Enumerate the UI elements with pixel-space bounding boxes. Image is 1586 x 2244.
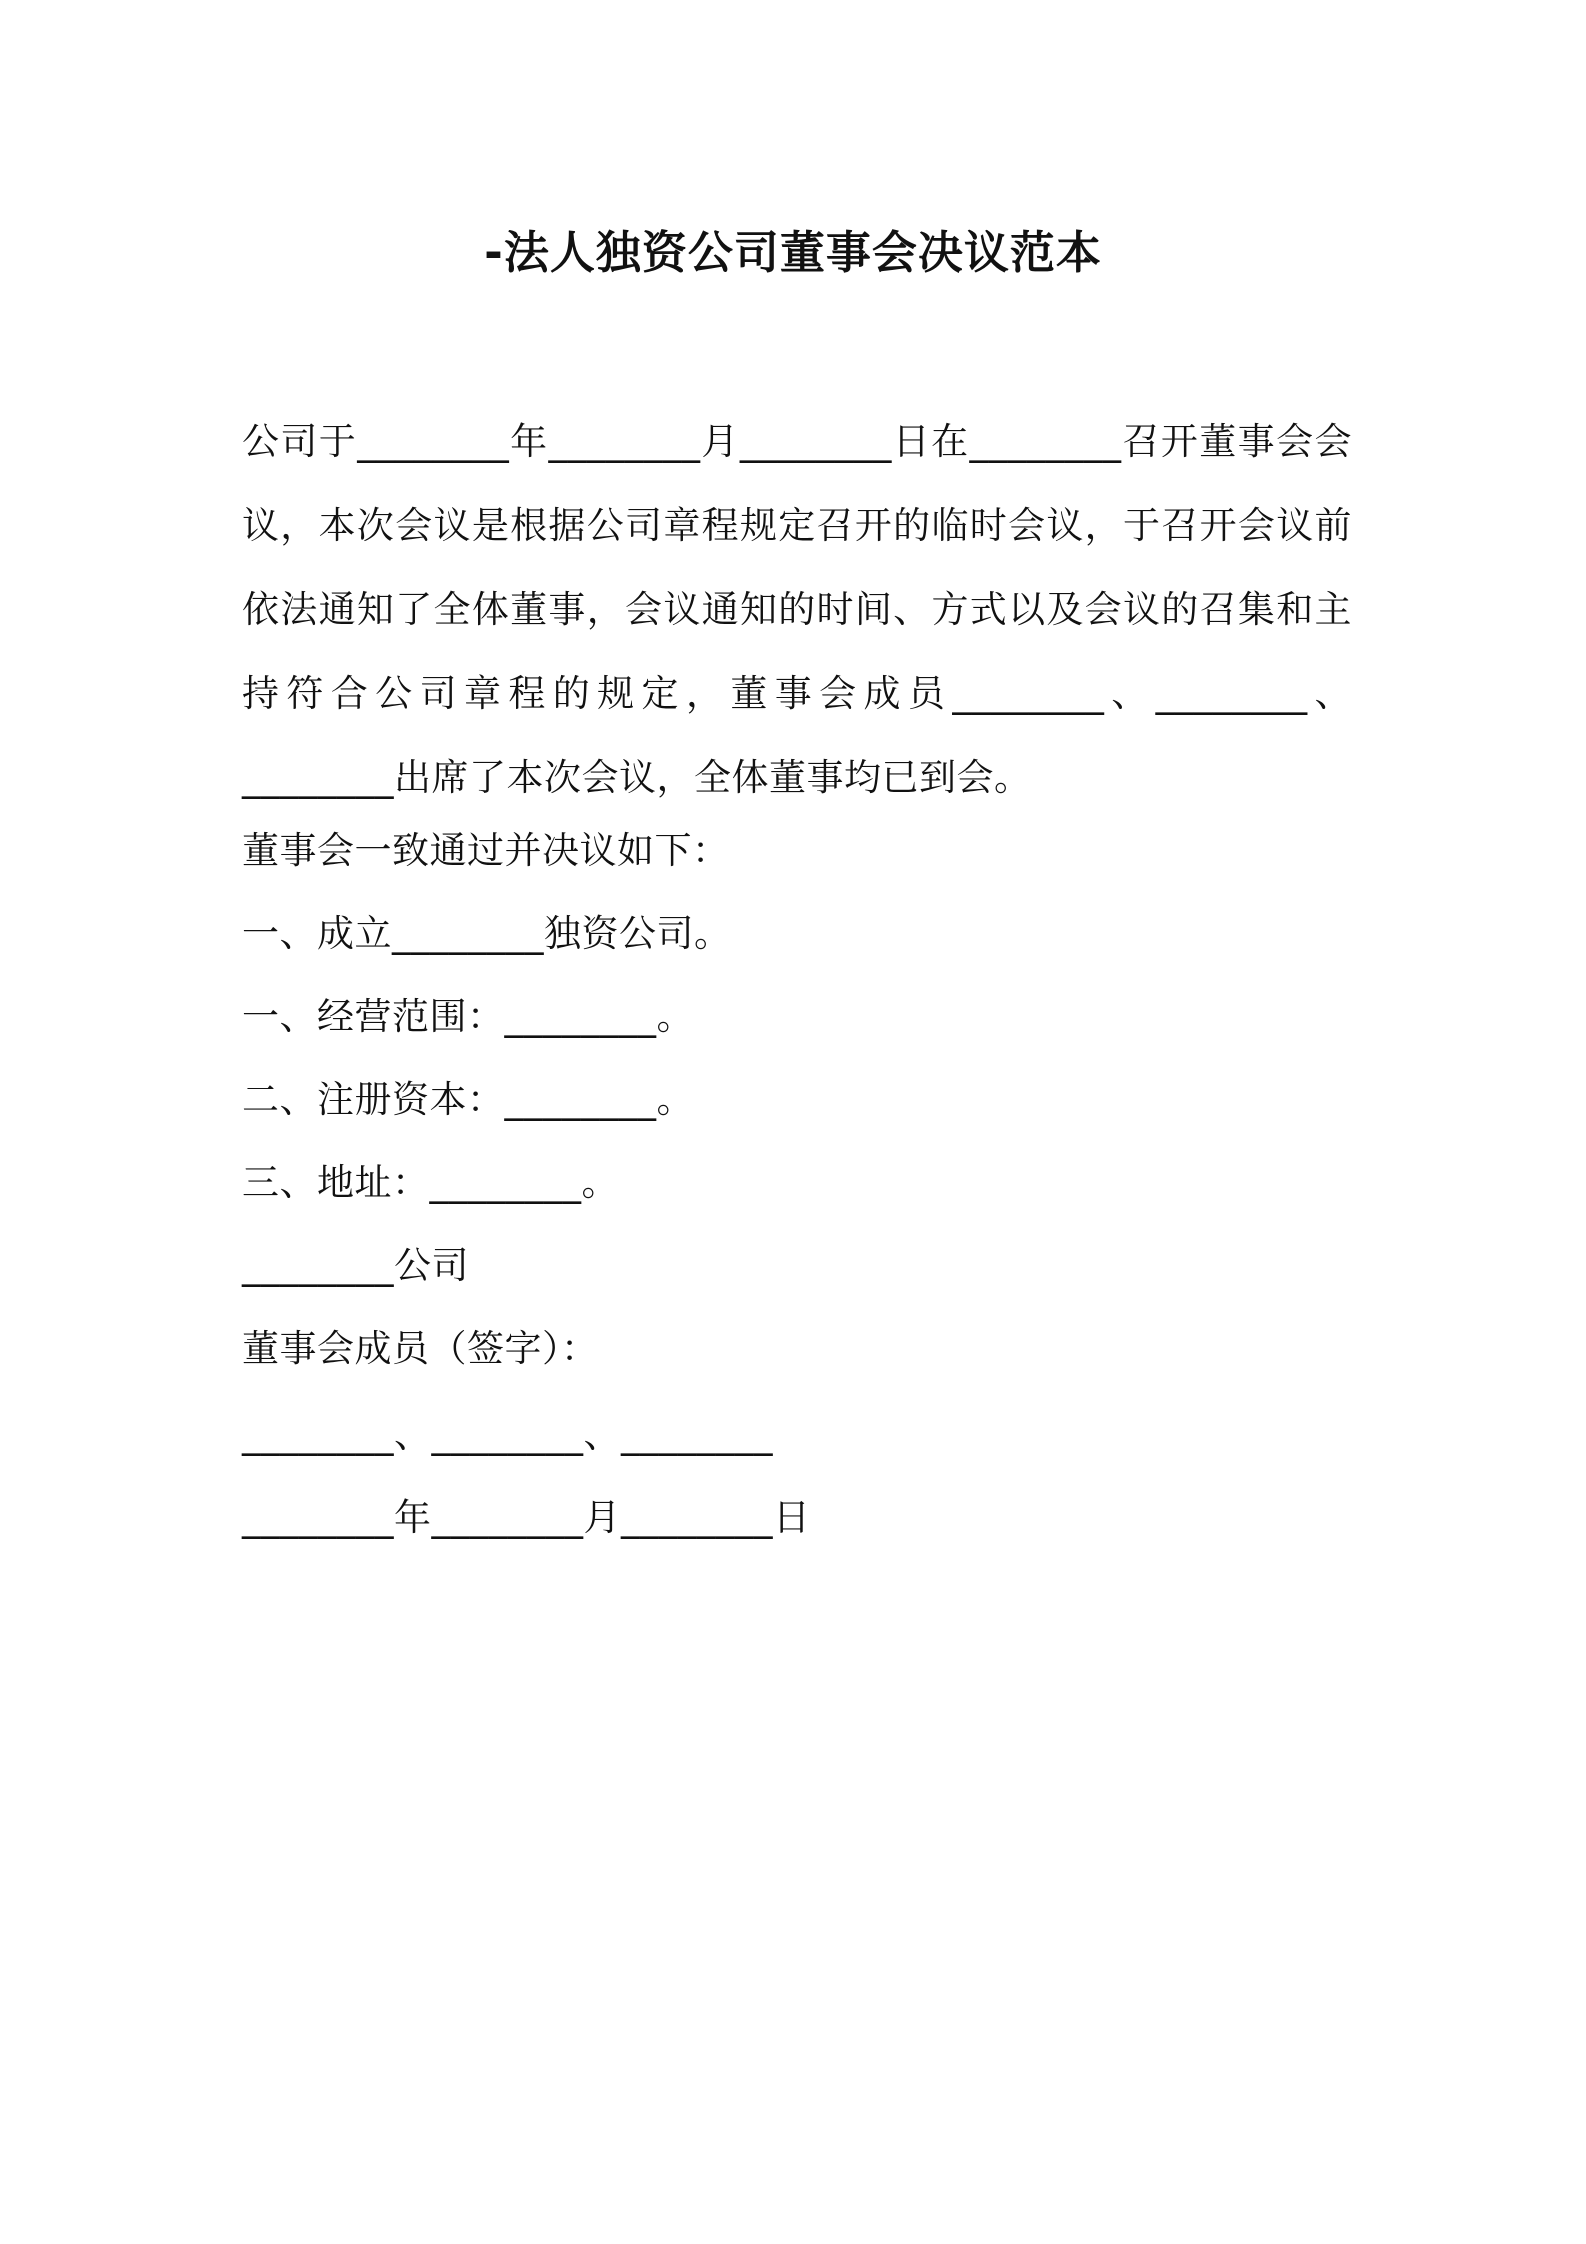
item-registered-capital: 二、注册资本：________。 (242, 1078, 694, 1121)
item-business-scope: 一、经营范围：________。 (242, 995, 694, 1038)
item-address: 三、地址：________。 (242, 1161, 619, 1204)
item-establish-company: 一、成立________独资公司。 (242, 912, 732, 955)
signature-blanks: ________、________、________ (242, 1413, 773, 1456)
company-name-line: ________公司 (242, 1244, 469, 1287)
board-signature-label: 董事会成员（签字）： (242, 1327, 599, 1370)
date-line: ________年________月________日 (242, 1496, 811, 1539)
intro-paragraph: 公司于________年________月________日在________召开董事会会议，本次会议是根据公司章程规定召开的临时会议，于召开会议前依法通知了全体董事，会议通知的时间、方式以及会议的召集和主持符合公司章程的规定，董事会成员________、________、________出席了本次会议，全体董事均已到会。 (242, 420, 1352, 799)
resolution-intro: 董事会一致通过并决议如下： (242, 829, 730, 872)
document-title: -法人独资公司董事会决议范本 (484, 226, 1102, 279)
